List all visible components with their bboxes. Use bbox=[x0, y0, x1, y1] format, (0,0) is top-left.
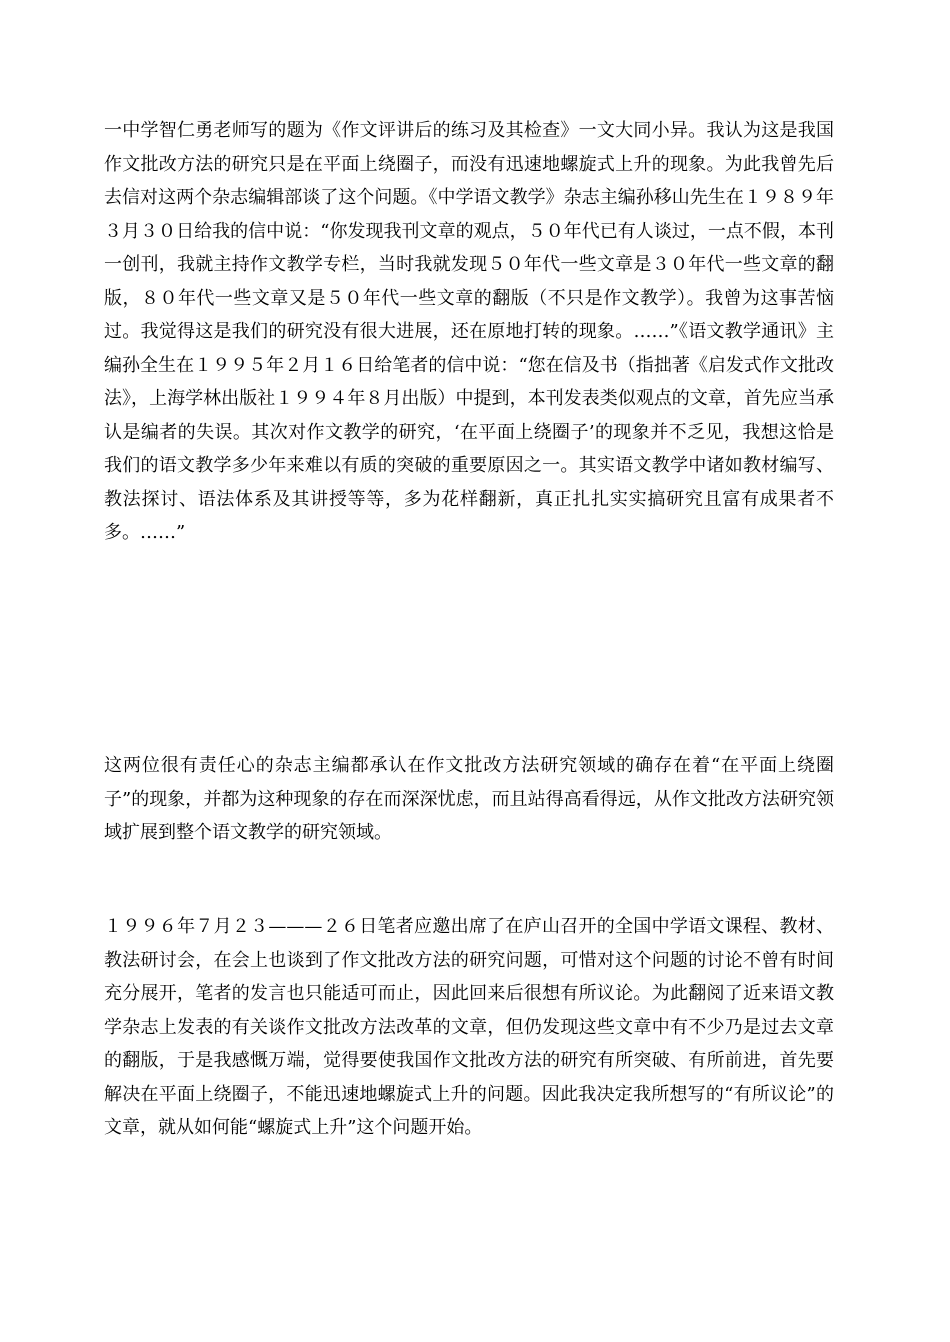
body-paragraph-2: 这两位很有责任心的杂志主编都承认在作文批改方法研究领域的确存在着“在平面上绕圈子”的现象，并都为这种现象的存在而深深忧虑，而且站得高看得远，从作文批改方法研究领域扩展到整个语文教学的研究领域。 bbox=[104, 755, 834, 843]
body-paragraph-3: １９９６年７月２３———２６日笔者应邀出席了在庐山召开的全国中学语文课程、教材、教法研讨会，在会上也谈到了作文批改方法的研究问题，可惜对这个问题的讨论不曾有时间充分展开，笔者的发言也只能适可而止，因此回来后很想有所议论。为此翻阅了近来语文教学杂志上发表的有关谈作文批改方法改革的文章，但仍发现这些文章中有不少乃是过去文章的翻版，于是我感慨万端，觉得要使我国作文批改方法的研究有所突破、有所前进，首先要解决在平面上绕圈子，不能迅速地螺旋式上升的问题。因此我决定我所想写的“有所议论”的文章，就从如何能“螺旋式上升”这个问题开始。 bbox=[104, 916, 834, 1138]
body-paragraph-1: 一中学智仁勇老师写的题为《作文评讲后的练习及其检查》一文大同小异。我认为这是我国作文批改方法的研究只是在平面上绕圈子，而没有迅速地螺旋式上升的现象。为此我曾先后去信对这两个杂志编辑部谈了这个问题。《中学语文教学》杂志主编孙移山先生在１９８９年３月３０日给我的信中说：“你发现我刊文章的观点，５０年代已有人谈过，一点不假，本刊一创刊，我就主持作文教学专栏，当时我就发现５０年代一些文章是３０年代一些文章的翻版，８０年代一些文章又是５０年代一些文章的翻版（不只是作文教学）。我曾为这事苦恼过。我觉得这是我们的研究没有很大进展，还在原地打转的现象。……”《语文教学通讯》主编孙全生在１９９５年２月１６日给笔者的信中说：“您在信及书（指拙著《启发式作文批改法》，上海学林出版社１９９４年８月出版）中提到，本刊发表类似观点的文章，首先应当承认是编者的失误。其次对作文教学的研究，‘在平面上绕圈子’的现象并不乏见，我想这恰是我们的语文教学多少年来难以有质的突破的重要原因之一。其实语文教学中诸如教材编写、教法探讨、语法体系及其讲授等等，多为花样翻新，真正扎扎实实搞研究且富有成果者不多。……” bbox=[104, 120, 834, 543]
